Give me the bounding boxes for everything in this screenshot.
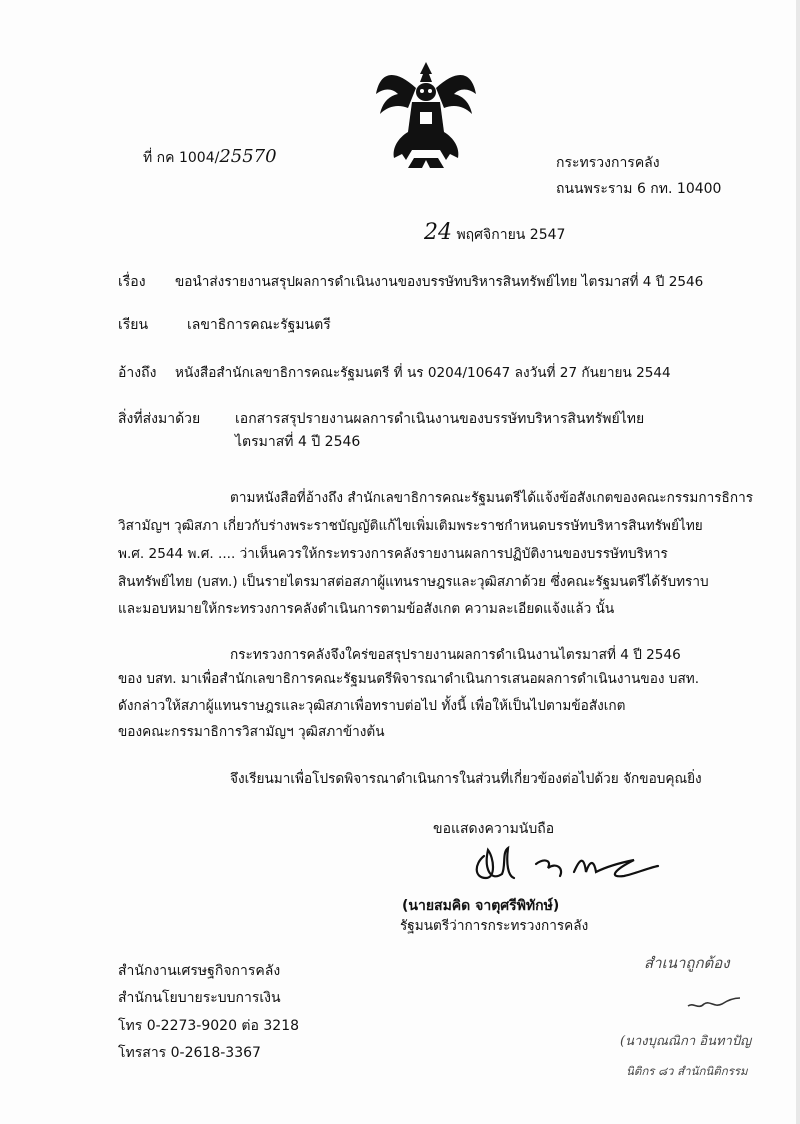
signatory-name: (นายสมคิด จาตุศรีพิทักษ์) [402, 898, 560, 914]
enclosure-label: สิ่งที่ส่งมาด้วย [118, 411, 201, 427]
ref-handwritten: 25570 [219, 146, 277, 167]
paragraph-1-line-1: ตามหนังสือที่อ้างถึง สำนักเลขาธิการคณะรัฐมนตรีได้แจ้งข้อสังเกตของคณะกรรมการธิการ [230, 490, 754, 506]
to-value: เลขาธิการคณะรัฐมนตรี [187, 317, 331, 333]
enclosure-line-1: เอกสารสรุปรายงานผลการดำเนินงานของบรรษัทบริหารสินทรัพย์ไทย [235, 411, 645, 427]
scan-edge [796, 0, 800, 1124]
certified-copy-label: สำเนาถูกต้อง [644, 954, 730, 972]
certifier-position: นิติกร ๘ว สำนักนิติกรรม [626, 1064, 748, 1078]
signature-icon [444, 838, 664, 898]
date-line [424, 220, 566, 245]
reference-value: หนังสือสำนักเลขาธิการคณะรัฐมนตรี ที่ นร 0204/10647 ลงวันที่ 27 กันยายน 2544 [175, 365, 671, 381]
certifier-initials-icon [684, 992, 744, 1014]
ref-number [143, 148, 277, 167]
reference-label: อ้างถึง [118, 365, 157, 381]
subject-value: ขอนำส่งรายงานสรุปผลการดำเนินงานของบรรษัทบริหารสินทรัพย์ไทย ไตรมาสที่ 4 ปี 2546 [175, 274, 704, 290]
paragraph-2-line-2: ของ บสท. มาเพื่อสำนักเลขาธิการคณะรัฐมนตรีพิจารณาดำเนินการเสนอผลการดำเนินงานของ บสท. [118, 671, 700, 687]
footer-division: สำนักนโยบายระบบการเงิน [118, 990, 281, 1006]
subject-label: เรื่อง [118, 274, 146, 290]
regards: ขอแสดงความนับถือ [433, 821, 555, 837]
footer-tel: โทร 0-2273-9020 ต่อ 3218 [118, 1018, 300, 1034]
footer-fax: โทรสาร 0-2618-3367 [118, 1045, 261, 1061]
paragraph-1-line-3: พ.ศ. 2544 พ.ศ. .... ว่าเห็นควรให้กระทรวงการคลังรายงานผลการปฏิบัติงานของบรรษัทบริหาร [118, 546, 668, 562]
date-month-year: พฤศจิกายน 2547 [456, 227, 566, 243]
paragraph-2-line-4: ของคณะกรรมาธิการวิสามัญฯ วุฒิสภาข้างต้น [118, 724, 385, 740]
signatory-position: รัฐมนตรีว่าการกระทรวงการคลัง [400, 918, 589, 934]
certifier-name: (นางบุณณิกา อินทาปัญ [620, 1034, 752, 1049]
footer-office: สำนักงานเศรษฐกิจการคลัง [118, 963, 281, 979]
ref-prefix: ที่ กค 1004/ [143, 150, 220, 166]
garuda-emblem-icon [374, 58, 478, 170]
paragraph-1-line-2: วิสามัญฯ วุฒิสภา เกี่ยวกับร่างพระราชบัญญัติแก้ไขเพิ่มเติมพระราชกำหนดบรรษัทบริหารสินทรัพย์ไทย [118, 518, 703, 534]
paragraph-2-line-1: กระทรวงการคลังจึงใคร่ขอสรุปรายงานผลการดำเนินงานไตรมาสที่ 4 ปี 2546 [230, 647, 681, 663]
paragraph-1-line-4: สินทรัพย์ไทย (บสท.) เป็นรายไตรมาสต่อสภาผู้แทนราษฎรและวุฒิสภาด้วย ซึ่งคณะรัฐมนตรีได้รับทราบ [118, 574, 709, 590]
enclosure-line-2: ไตรมาสที่ 4 ปี 2546 [235, 434, 361, 450]
date-day-handwritten: 24 [424, 220, 452, 245]
to-label: เรียน [118, 317, 149, 333]
ministry-address: ถนนพระราม 6 กท. 10400 [556, 181, 722, 197]
paragraph-1-line-5: และมอบหมายให้กระทรวงการคลังดำเนินการตามข้อสังเกต ความละเอียดแจ้งแล้ว นั้น [118, 601, 615, 617]
ministry-name: กระทรวงการคลัง [556, 155, 660, 171]
paragraph-3: จึงเรียนมาเพื่อโปรดพิจารณาดำเนินการในส่วนที่เกี่ยวข้องต่อไปด้วย จักขอบคุณยิ่ง [230, 771, 702, 787]
paragraph-2-line-3: ดังกล่าวให้สภาผู้แทนราษฎรและวุฒิสภาเพื่อทราบต่อไป ทั้งนี้ เพื่อให้เป็นไปตามข้อสังเกต [118, 698, 626, 714]
